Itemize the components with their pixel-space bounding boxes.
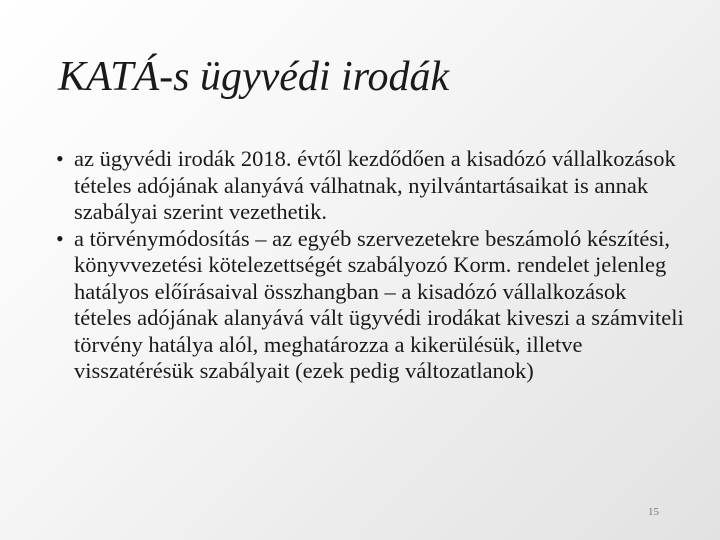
bullet-list	[56, 146, 684, 385]
bullet-item	[56, 146, 684, 226]
bullet-dot-icon: •	[56, 225, 64, 251]
bullet-text: a törvénymódosítás – az egyéb szervezetekre beszámoló készítési, könyvvezetési kötelezettségét szabályozó Korm. rendelet jelenleg hatályos előírásaival összhangban – a kisadózó vállalkozások tételes adójának alanyává vált ügyvédi irodákat kiveszi a számviteli törvény hatálya alól, meghatározza a kikerülésük, illetve visszatérésük szabályait (ezek pedig változatlanok)	[74, 225, 684, 383]
bullet-dot-icon: •	[56, 146, 64, 171]
slide-title: KATÁ-s ügyvédi irodák	[58, 54, 450, 100]
page-number: 15	[648, 506, 659, 518]
bullet-text: az ügyvédi irodák 2018. évtől kezdődően a kisadózó vállalkozások tételes adójának alanyává válhatnak, nyilvántartásaikat is annak szabályai szerint vezethetik.	[74, 146, 676, 224]
bullet-item	[56, 226, 684, 385]
